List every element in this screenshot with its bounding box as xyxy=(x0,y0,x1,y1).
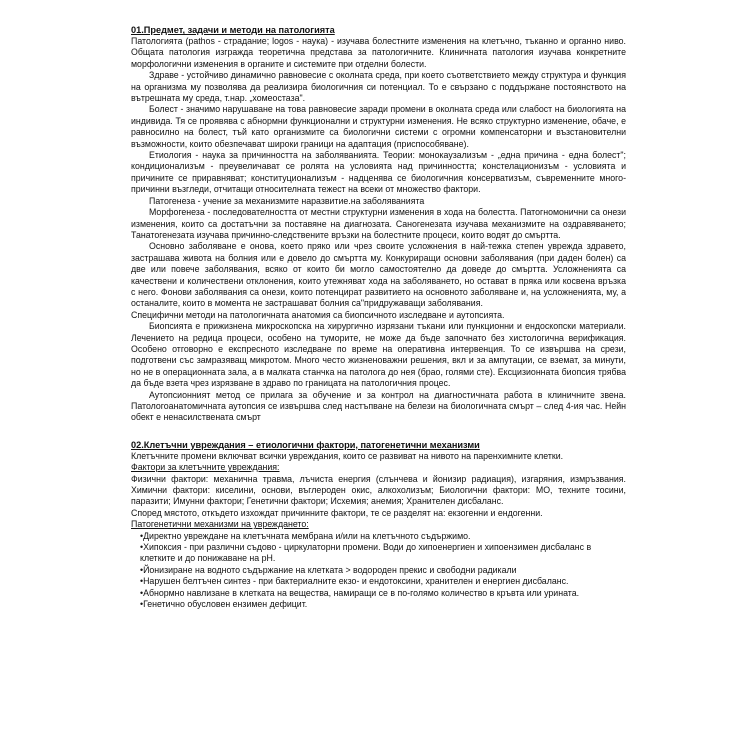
paragraph: Клетъчните промени включват всички увреждания, които се развиват на нивото на паренхимните клетки. xyxy=(131,450,564,461)
paragraph: Физични фактори: механична травма, лъчиста енергия (слънчева и йонизир радиация), изгаряния, измръзвания. Химични фактори: киселини, основи, въглероден окис, алкохолизъм; Биологични фактори: МО, техните тосини, паразити; Имунни фактори; Генетични фактори; Исхемия; анемия; Хранителен дисбаланс. xyxy=(131,473,626,507)
list-item: •Генетично обусловен ензимен дефицит. xyxy=(140,599,308,610)
paragraph: Здраве - устойчиво динамично равновесие с околната среда, при което съответствието между структура и функция на организма му позволява да реализира биологичния си потенциал. То е свързано с поддържане постоянството на вътрешната му среда, т.нар. „хомеостаза". xyxy=(131,70,626,104)
paragraph: Аутопсионният метод се прилага за обучение и за контрол на диагностичната работа в клиничните звена. Патологоанатомичната аутопсия се извършва след настъпване на белези на биологичната смърт – след 4-ия час. Нейн обект е ненасилствената смърт xyxy=(131,389,626,423)
list-item: •Абнормно навлизане в клетката на вещества, намиращи се в по-голямо количество в кръвта или урината. xyxy=(140,587,580,598)
list-item: •Йонизиране на водното съдържание на клетката > водороден прекис и свободни радикали xyxy=(140,564,517,575)
section-1-title: 01.Предмет, задачи и методи на патологията xyxy=(131,25,335,35)
paragraph: Основно заболяване е онова, което пряко или чрез своите усложнения в най-тежка степен уврежда здравето, застрашава живота на болния или е довело до смъртта му. Конкуриращи основни заболявания (при даден болен) са две или повече заболявания, всяко от които би могло самостоятелно да доведе до смъртта. Усложненията са качествени и количествени отклонения, които утежняват хода на заболяването, но остават в пряка или косвена връзка с него. Фонови заболявания са онези, които потенцират развитието на основното заболяване и, на усложненията, му, а останалите, които в момента не застрашават болния са"придружаващи заболявания. xyxy=(131,241,626,309)
paragraph: Морфогенеза - последователността от местни структурни изменения в хода на болестта. Патогномонични са онези изменения, които са достатъчни за поставяне на диагнозата. Саногенезата изучава механизмите на оздравяването; Танатогенезата изучава причинно-следствените връзки на болестните процеси, които водят до смъртта. xyxy=(131,207,626,240)
paragraph: Според мястото, откъдето изхождат причинните фактори, те се разделят на: екзогенни и ендогенни. xyxy=(131,507,543,518)
paragraph: Патогенеза - учение за механизмите наразвитие.на заболяванията xyxy=(149,195,425,206)
list-item: •Директно увреждане на клетъчната мембрана и/или на клетъчното съдържимо. xyxy=(140,530,471,541)
list-item: •Нарушен белтъчен синтез - при бактериалните екзо- и ендотоксини, хранителен и енергиен дисбаланс. xyxy=(140,576,569,587)
mechanisms-heading: Патогенетични механизми на увреждането: xyxy=(131,519,309,530)
paragraph: Патологията (pathos - страдание; logos - наука) - изучава болестните изменения на клетъчно, тъканно и органно ниво. Общата патология изгражда теоретична представа за патологичните. Клиничната патология изучава конкретните морфологични изменения в органите и системите при отделни болести. xyxy=(131,36,626,69)
list-item: •Хипоксия - при различни съдово - циркулаторни промени. Води до хипоенергиен и хипоензимен дисбаланс в клетките и до понижаване на рН. xyxy=(140,542,592,564)
section-gap xyxy=(131,424,626,439)
paragraph: Биопсията е прижизнена микроскопска на хирургично изрязани тъкани или пункционни и ендоскопски материали. Лечението на редица процеси, особено на туморите, не може да бъде започнато без хистологична верификация. Особено отговорно е експресното изследване по време на оперативна интервенция. То се извършва на срези, подготвени със замразяващ микротом. Много често жизненоважни решения, вкл и за ампутации, се вземат, за минути, но не в операционната зала, а в малката станчка на патолога до нея (браo, голями сте). Ексцизионната биопсия трябва да бъде взета чрез изрязване в здраво по границата на патологичния процес. xyxy=(131,321,626,389)
section-2-title: 02.Клетъчни увреждания – етиологични фактори, патогенетични механизми xyxy=(131,439,480,450)
factors-heading: Фактори за клетъчните увреждания: xyxy=(131,462,280,473)
document-page xyxy=(131,24,626,611)
paragraph: Специфични методи на патологичната анатомия са биопсичното изследване и аутопсията. xyxy=(131,309,505,320)
paragraph: Болест - значимо нарушаване на това равновесие заради промени в околната среда или слабост на биологията на индивида. Тя се проявява с абнормни функционални и структурни изменения. Не всяко структурно изменение, обаче, е равносилно на болест, тъй като организмите са биологични системи с огромни компенсаторни и възстановителни възможности, които обезпечават широки граници на адаптация (приспособяване). xyxy=(131,104,626,149)
paragraph: Етиология - наука за причинността на заболяванията. Теории: монокаузализъм - „една причина - една болест"; кондиционализъм - преувеличават се ролята на условията над причинността; констелационизъм - условията и причините се приравняват; конституционализъм - надценява се биологичния консерватизъм, съвременните много-причинни възгледи, отчитащи относителната тежест на всеки от множество фактори. xyxy=(131,150,626,195)
